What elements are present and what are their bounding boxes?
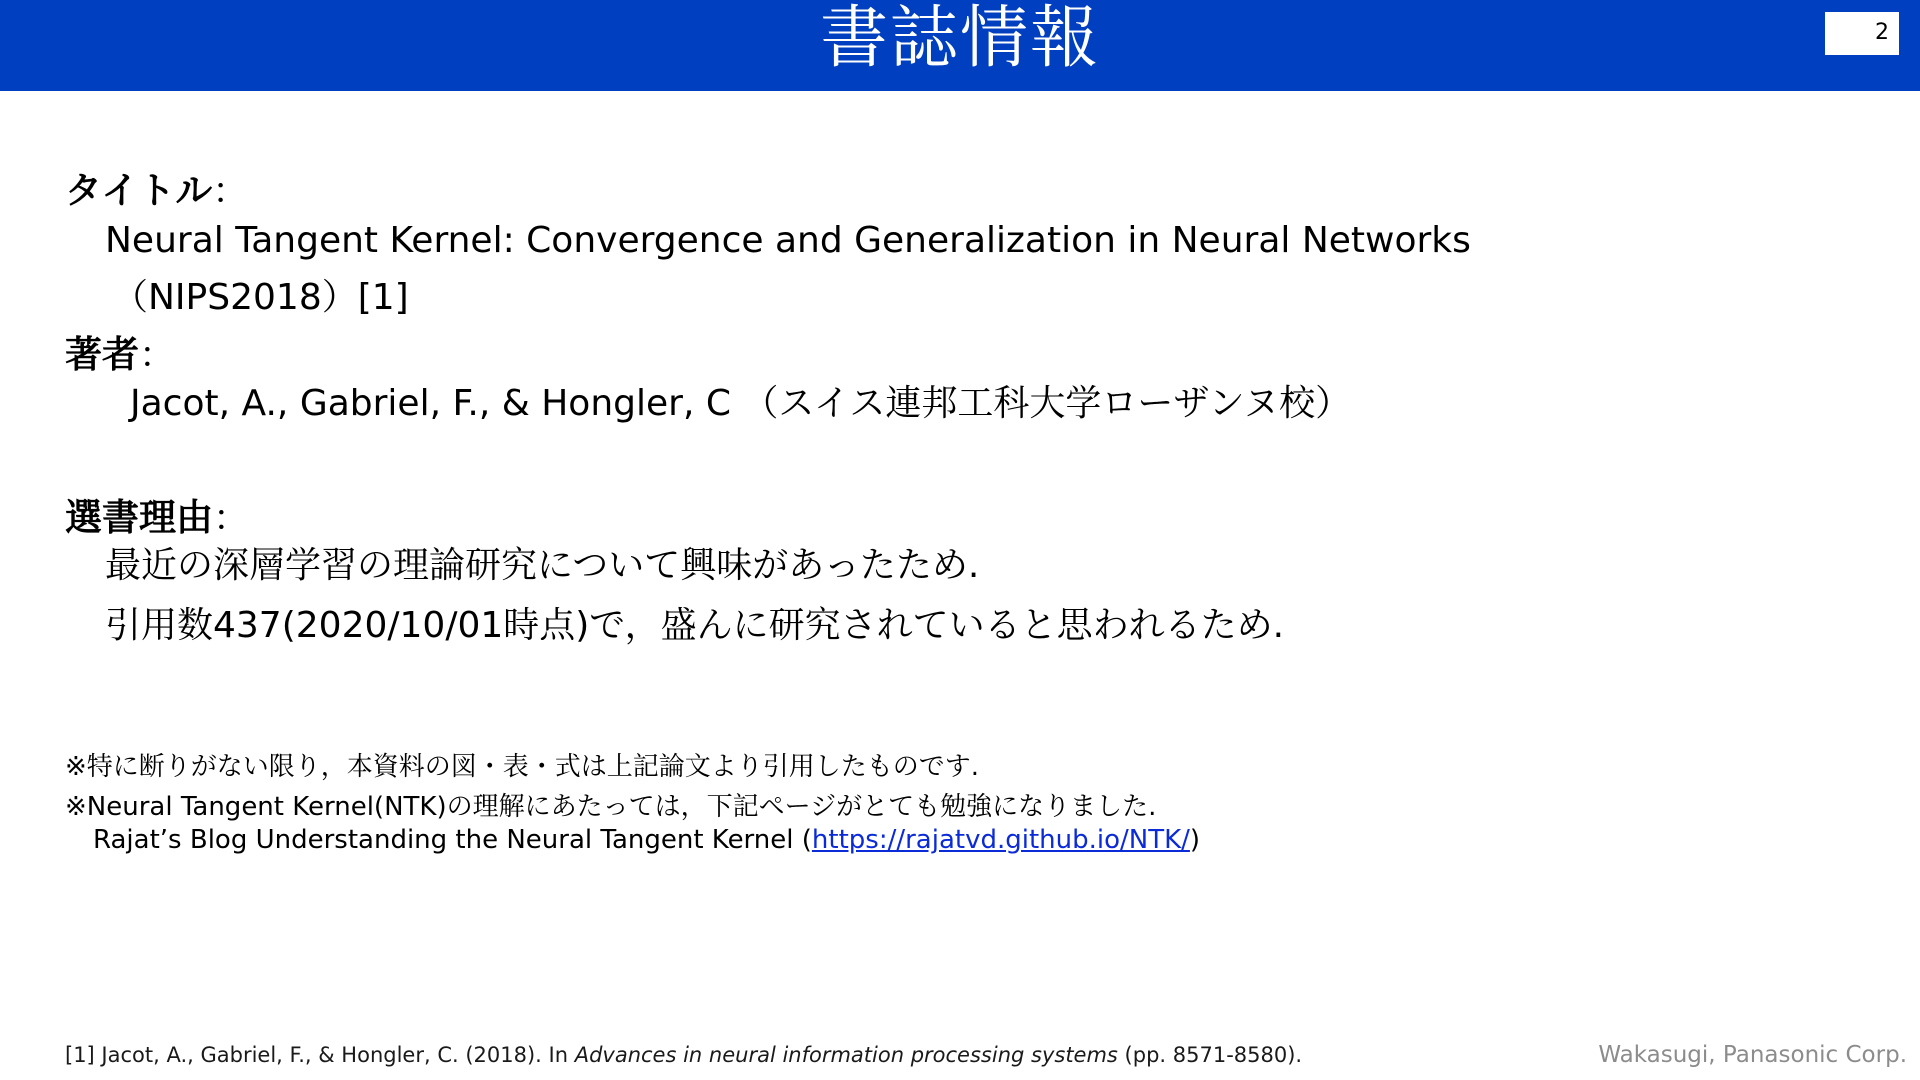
paper-title-line2: （NIPS2018）[1] bbox=[112, 277, 409, 318]
authors-label-line bbox=[65, 332, 175, 379]
authors-label: 著者 bbox=[65, 333, 139, 376]
blog-link[interactable]: https://rajatvd.github.io/NTK/ bbox=[811, 825, 1190, 855]
reason-line1: 最近の深層学習の理論研究について興味があったため. bbox=[105, 545, 980, 586]
page-number-box bbox=[1825, 12, 1899, 55]
note-blog-suffix: ) bbox=[1189, 825, 1201, 855]
note-blog-prefix: Rajat’s Blog Understanding the Neural Tangent Kernel ( bbox=[93, 825, 812, 855]
page-title: 書誌情報 bbox=[819, 0, 1100, 78]
footer-ref-suffix: (pp. 8571-8580). bbox=[1117, 1043, 1303, 1067]
reason-label: 選書理由 bbox=[65, 496, 213, 539]
footer-reference bbox=[65, 1040, 1302, 1070]
reason-label-line bbox=[65, 495, 249, 542]
footer-ref-venue: Advances in neural information processing systems bbox=[574, 1043, 1118, 1067]
note-figures-source: ※特に断りがない限り，本資料の図・表・式は上記論文より引用したものです. bbox=[65, 752, 980, 782]
reason-line2: 引用数437(2020/10/01時点)で，盛んに研究されていると思われるため. bbox=[105, 605, 1285, 646]
title-colon: ： bbox=[212, 171, 249, 212]
page-number: 2 bbox=[1875, 20, 1889, 45]
footer-ref-prefix: [1] Jacot, A., Gabriel, F., & Hongler, C. (2018). In bbox=[65, 1043, 575, 1067]
paper-title-line1: Neural Tangent Kernel: Convergence and Generalization in Neural Networks bbox=[105, 220, 1471, 261]
title-label-line bbox=[65, 168, 248, 215]
footer-credit: Wakasugi, Panasonic Corp. bbox=[1598, 1042, 1907, 1068]
title-label: タイトル bbox=[65, 169, 213, 212]
note-ntk-reference: ※Neural Tangent Kernel(NTK)の理解にあたっては，下記ページがとても勉強になりました. bbox=[65, 792, 1157, 822]
authors-colon: ： bbox=[139, 335, 176, 376]
authors-value: Jacot, A., Gabriel, F., & Hongler, C （スイス連邦工科大学ローザンヌ校） bbox=[130, 383, 1352, 424]
reason-colon: ： bbox=[213, 498, 250, 539]
note-blog-line bbox=[93, 823, 1200, 857]
